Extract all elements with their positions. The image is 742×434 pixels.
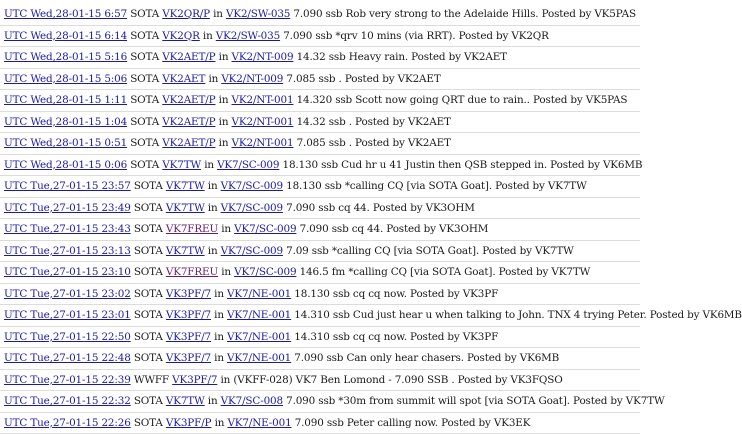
spot-mode: SOTA	[134, 180, 163, 192]
spot-in-label: in	[208, 73, 218, 85]
spot-time-link[interactable]: UTC Tue,27-01-15 23:01	[4, 309, 131, 321]
spot-reference-link[interactable]: VK7/SC-009	[234, 266, 296, 278]
spot-in-label: in	[219, 51, 229, 63]
spot-mode: SOTA	[130, 51, 159, 63]
spot-park-info: (VKFF-028) VK7 Ben Lomond -	[233, 374, 394, 386]
spot-time-link[interactable]: UTC Wed,28-01-15 6:57	[4, 8, 127, 20]
spot-in-label: in	[219, 116, 229, 128]
spot-comment: 14.310 ssb cq cq now. Posted by VK3PF	[294, 331, 498, 343]
spot-mode: SOTA	[130, 30, 159, 42]
spot-row	[0, 133, 640, 155]
spot-callsign-link[interactable]: VK3PF/P	[166, 417, 212, 429]
spot-mode: SOTA	[134, 331, 163, 343]
spot-callsign-link[interactable]: VK3PF/7	[172, 374, 217, 386]
spot-reference-link[interactable]: VK2/NT-009	[232, 51, 294, 63]
spot-in-label: in	[204, 159, 214, 171]
spot-reference-link[interactable]: VK2/NT-001	[232, 137, 294, 149]
spot-callsign-link[interactable]: VK2AET/P	[162, 51, 215, 63]
spot-comment: 14.32 ssb . Posted by VK2AET	[297, 116, 451, 128]
spot-mode: SOTA	[134, 395, 163, 407]
spot-time-link[interactable]: UTC Wed,28-01-15 0:51	[4, 137, 127, 149]
spot-time-link[interactable]: UTC Tue,27-01-15 23:02	[4, 288, 131, 300]
spot-comment: 7.09 ssb *calling CQ [via SOTA Goat]. Posted by VK7TW	[286, 245, 574, 257]
spot-time-link[interactable]: UTC Wed,28-01-15 5:06	[4, 73, 127, 85]
spot-mode: SOTA	[130, 137, 159, 149]
spot-time-link[interactable]: UTC Wed,28-01-15 0:06	[4, 159, 127, 171]
spot-callsign-link[interactable]: VK3PF/7	[166, 331, 211, 343]
spot-in-label: in	[214, 352, 224, 364]
spot-comment: 14.310 ssb Cud just hear u when talking to John. TNX 4 trying Peter. Posted by VK6MB	[294, 309, 742, 321]
spot-reference-link[interactable]: VK2/NT-001	[232, 94, 294, 106]
spot-reference-link[interactable]: VK7/NE-001	[227, 417, 291, 429]
spot-time-link[interactable]: UTC Tue,27-01-15 23:43	[4, 223, 131, 235]
spot-comment: 18.130 ssb *calling CQ [via SOTA Goat]. Posted by VK7TW	[286, 180, 587, 192]
spot-reference-link[interactable]: VK7/NE-001	[227, 352, 291, 364]
spot-mode: SOTA	[134, 417, 163, 429]
spot-mode: SOTA	[130, 159, 159, 171]
spot-reference-link[interactable]: VK7/SC-008	[221, 395, 283, 407]
spot-comment: 7.090 ssb Peter calling now. Posted by VK3EK	[295, 417, 531, 429]
spot-in-label: in	[220, 374, 230, 386]
spot-callsign-link[interactable]: VK7TW	[166, 245, 205, 257]
spot-comment: 7.085 ssb . Posted by VK2AET	[286, 73, 440, 85]
spot-in-label: in	[221, 266, 231, 278]
spot-comment: 7.085 ssb . Posted by VK2AET	[297, 137, 451, 149]
spot-callsign-link[interactable]: VK7TW	[166, 180, 205, 192]
spot-reference-link[interactable]: VK2/NT-009	[221, 73, 283, 85]
spot-reference-link[interactable]: VK7/NE-001	[227, 288, 291, 300]
spot-mode: SOTA	[130, 94, 159, 106]
spot-reference-link[interactable]: VK7/NE-001	[227, 331, 291, 343]
spot-comment: 7.090 ssb cq 44. Posted by VK3OHM	[286, 202, 475, 214]
spot-time-link[interactable]: UTC Wed,28-01-15 1:04	[4, 116, 127, 128]
spot-reference-link[interactable]: VK7/SC-009	[217, 159, 279, 171]
spot-time-link[interactable]: UTC Wed,28-01-15 5:16	[4, 51, 127, 63]
spot-comment: 7.090 ssb cq 44. Posted by VK3OHM	[300, 223, 489, 235]
spot-in-label: in	[214, 288, 224, 300]
spot-row	[0, 348, 640, 370]
spot-row	[0, 284, 640, 306]
spot-mode: SOTA	[134, 288, 163, 300]
spot-comment: 7.090 SSB . Posted by VK3FQSO	[395, 374, 563, 386]
spot-comment: 14.32 ssb Heavy rain. Posted by VK2AET	[297, 51, 507, 63]
spot-in-label: in	[214, 309, 224, 321]
spot-comment: 146.5 fm *calling CQ [via SOTA Goat]. Posted by VK7TW	[300, 266, 591, 278]
spot-in-label: in	[208, 395, 218, 407]
spot-callsign-link[interactable]: VK7FREU	[166, 266, 218, 278]
spot-time-link[interactable]: UTC Tue,27-01-15 23:10	[4, 266, 131, 278]
spot-callsign-link[interactable]: VK7TW	[166, 395, 205, 407]
spot-callsign-link[interactable]: VK7FREU	[166, 223, 218, 235]
spot-time-link[interactable]: UTC Tue,27-01-15 22:50	[4, 331, 131, 343]
spot-reference-link[interactable]: VK2/SW-035	[216, 30, 280, 42]
spot-row	[0, 391, 640, 413]
spot-mode: SOTA	[130, 116, 159, 128]
spot-mode: SOTA	[134, 309, 163, 321]
spot-in-label: in	[203, 30, 213, 42]
spot-callsign-link[interactable]: VK2AET/P	[162, 116, 215, 128]
spot-comment: 7.090 ssb Can only hear chasers. Posted by VK6MB	[294, 352, 559, 364]
spot-row	[0, 305, 640, 327]
spot-row	[0, 47, 640, 69]
spot-time-link[interactable]: UTC Wed,28-01-15 6:14	[4, 30, 127, 42]
spot-in-label: in	[219, 94, 229, 106]
spot-mode: SOTA	[130, 73, 159, 85]
spot-time-link[interactable]: UTC Tue,27-01-15 22:26	[4, 417, 131, 429]
spot-time-link[interactable]: UTC Wed,28-01-15 1:11	[4, 94, 127, 106]
spot-mode: SOTA	[134, 266, 163, 278]
spot-row	[0, 69, 640, 91]
spot-mode: SOTA	[134, 245, 163, 257]
spot-row	[0, 413, 640, 434]
spot-callsign-link[interactable]: VK7TW	[162, 159, 201, 171]
spot-row	[0, 176, 640, 198]
spot-reference-link[interactable]: VK2/NT-001	[232, 116, 294, 128]
spot-in-label: in	[219, 137, 229, 149]
spot-comment: 18.130 ssb cq cq now. Posted by VK3PF	[294, 288, 498, 300]
spot-row	[0, 198, 640, 220]
spot-mode: SOTA	[134, 223, 163, 235]
spot-reference-link[interactable]: VK7/SC-009	[221, 180, 283, 192]
spot-in-label: in	[214, 331, 224, 343]
spot-reference-link[interactable]: VK7/SC-009	[234, 223, 296, 235]
spot-time-link[interactable]: UTC Tue,27-01-15 22:39	[4, 374, 131, 386]
spot-in-label: in	[221, 223, 231, 235]
spot-time-link[interactable]: UTC Tue,27-01-15 23:57	[4, 180, 131, 192]
spot-reference-link[interactable]: VK2/SW-035	[226, 8, 290, 20]
spot-callsign-link[interactable]: VK2QR/P	[162, 8, 210, 20]
spot-callsign-link[interactable]: VK2AET/P	[162, 137, 215, 149]
spot-mode: WWFF	[134, 374, 169, 386]
spot-comment: 18.130 ssb Cud hr u 41 Justin then QSB stepped in. Posted by VK6MB	[283, 159, 643, 171]
spot-row	[0, 262, 640, 284]
spot-time-link[interactable]: UTC Tue,27-01-15 22:48	[4, 352, 131, 364]
spot-row	[0, 90, 640, 112]
spot-comment: 7.090 ssb *qrv 10 mins (via RRT). Posted by VK2QR	[283, 30, 549, 42]
spot-row	[0, 112, 640, 134]
spot-row	[0, 219, 640, 241]
spot-callsign-link[interactable]: VK3PF/7	[166, 309, 211, 321]
spot-reference-link[interactable]: VK7/SC-009	[221, 202, 283, 214]
spot-reference-link[interactable]: VK7/SC-009	[221, 245, 283, 257]
spot-callsign-link[interactable]: VK2QR	[162, 30, 199, 42]
spot-callsign-link[interactable]: VK2AET	[162, 73, 205, 85]
spot-mode: SOTA	[130, 8, 159, 20]
spot-in-label: in	[208, 202, 218, 214]
spot-comment: 7.090 ssb Rob very strong to the Adelaide Hills. Posted by VK5PAS	[293, 8, 636, 20]
spot-time-link[interactable]: UTC Tue,27-01-15 22:32	[4, 395, 131, 407]
spot-comment: 14.320 ssb Scott now going QRT due to rain.. Posted by VK5PAS	[297, 94, 628, 106]
spot-in-label: in	[213, 8, 223, 20]
spot-in-label: in	[208, 180, 218, 192]
spot-time-link[interactable]: UTC Tue,27-01-15 23:49	[4, 202, 131, 214]
spot-row	[0, 26, 640, 48]
spot-row	[0, 241, 640, 263]
spot-row	[0, 327, 640, 349]
spot-time-link[interactable]: UTC Tue,27-01-15 23:13	[4, 245, 131, 257]
spot-in-label: in	[208, 245, 218, 257]
spot-mode: SOTA	[134, 202, 163, 214]
spot-reference-link[interactable]: VK7/NE-001	[227, 309, 291, 321]
spot-mode: SOTA	[134, 352, 163, 364]
spot-in-label: in	[215, 417, 225, 429]
spot-row	[0, 155, 640, 177]
spot-callsign-link[interactable]: VK7TW	[166, 202, 205, 214]
spot-callsign-link[interactable]: VK2AET/P	[162, 94, 215, 106]
spot-callsign-link[interactable]: VK3PF/7	[166, 352, 211, 364]
spot-comment: 7.090 ssb *30m from summit will spot [via SOTA Goat]. Posted by VK7TW	[286, 395, 664, 407]
spot-row	[0, 4, 640, 26]
spot-row	[0, 370, 640, 392]
spot-callsign-link[interactable]: VK3PF/7	[166, 288, 211, 300]
